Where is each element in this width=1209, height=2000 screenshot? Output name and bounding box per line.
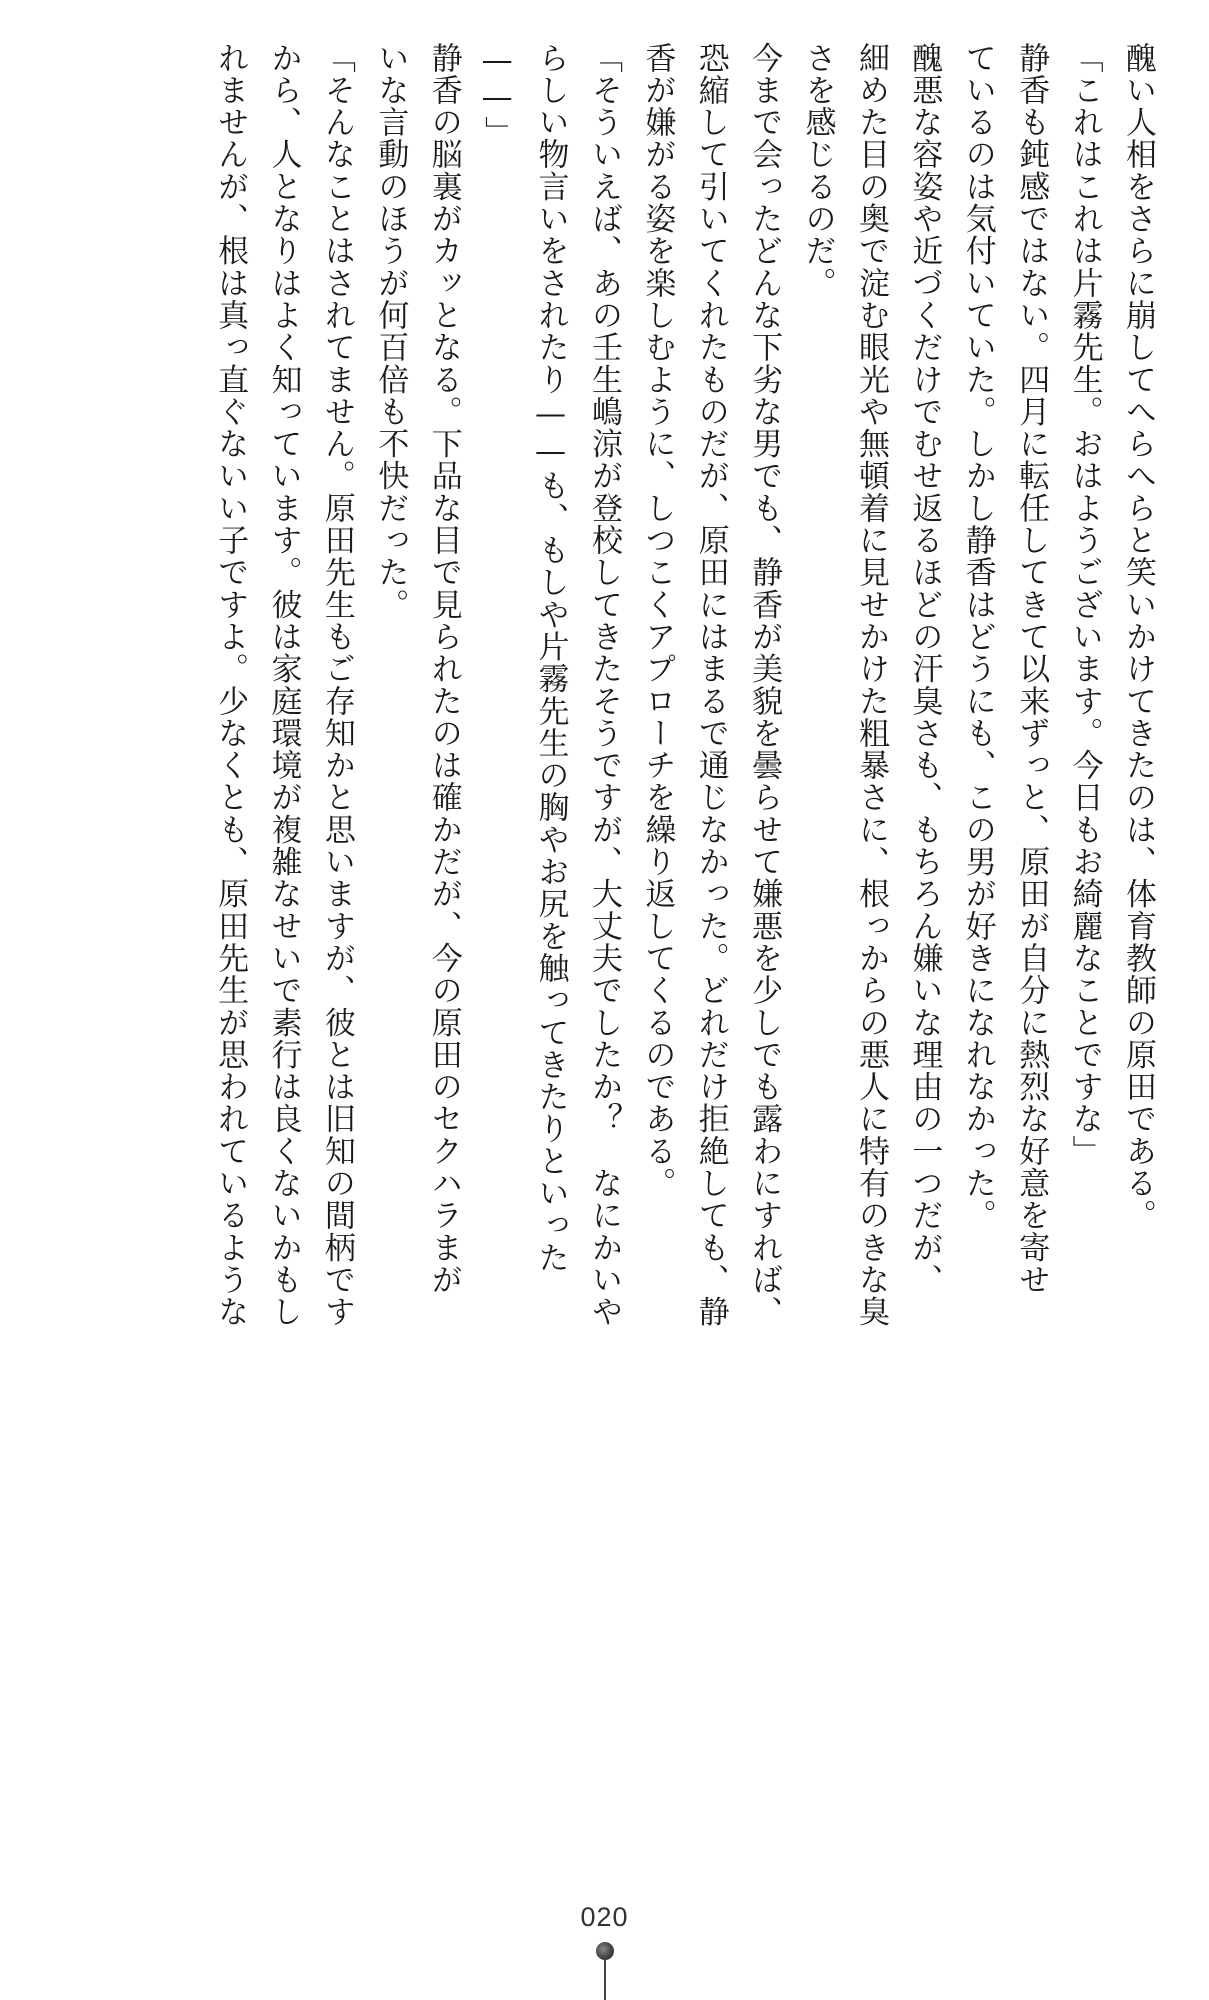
text-column-9: 恐縮して引いてくれたものだが、原田にはまるで通じなかった。どれだけ拒絶しても、静 <box>692 42 729 1328</box>
text-column-12: らしい物言いをされたり——も、もしや片霧先生の胸やお尻を触ってきたりといった <box>532 42 569 1274</box>
text-column-13: ——」 <box>479 42 516 149</box>
text-column-5: 醜悪な容姿や近づくだけでむせ返るほどの汗臭さも、もちろん嫌いな理由の一つだが、 <box>906 42 943 1296</box>
page-number: 020 <box>580 1902 629 1932</box>
text-column-7: さを感じるのだ。 <box>799 42 836 300</box>
text-column-6: 細めた目の奥で淀む眼光や無頓着に見せかけた粗暴さに、根っからの悪人に特有のきな臭 <box>852 42 889 1328</box>
text-column-3: 静香も鈍感ではない。四月に転任してきて以来ずっと、原田が自分に熱烈な好意を寄せ <box>1013 42 1050 1296</box>
novel-text-block <box>114 42 1164 1682</box>
page-ornament-dot-icon <box>596 1942 614 1960</box>
text-column-17: から、人となりはよく知っています。彼は家庭環境が複雑なせいで素行は良くないかもし <box>265 42 302 1328</box>
text-column-2: 「これはこれは片霧先生。おはようございます。今日もお綺麗なことですな」 <box>1066 42 1103 1168</box>
text-column-14: 静香の脳裏がカッとなる。下品な目で見られたのは確かだが、今の原田のセクハラまが <box>425 42 462 1296</box>
text-column-10: 香が嫌がる姿を楽しむように、しつこくアプローチを繰り返してくるのである。 <box>639 42 676 1200</box>
text-column-4: ているのは気付いていた。しかし静香はどうにも、この男が好きになれなかった。 <box>959 42 996 1232</box>
text-column-1: 醜い人相をさらに崩してへらへらと笑いかけてきたのは、体育教師の原田である。 <box>1120 42 1156 1232</box>
text-column-11: 「そういえば、あの壬生嶋涼が登校してきたそうですが、大丈夫でしたか？ なにかいや <box>585 42 622 1328</box>
text-column-15: いな言動のほうが何百倍も不快だった。 <box>372 42 409 621</box>
page-ornament-line <box>604 1960 606 2000</box>
text-column-8: 今まで会ったどんな下劣な男でも、静香が美貌を曇らせて嫌悪を少しでも露わにすれば、 <box>746 42 783 1328</box>
text-column-16: 「そんなことはされてません。原田先生もご存知かと思いますが、彼とは旧知の間柄です <box>318 42 355 1328</box>
text-column-18: れませんが、根は真っ直ぐないい子ですよ。少なくとも、原田先生が思われているような <box>212 42 249 1328</box>
